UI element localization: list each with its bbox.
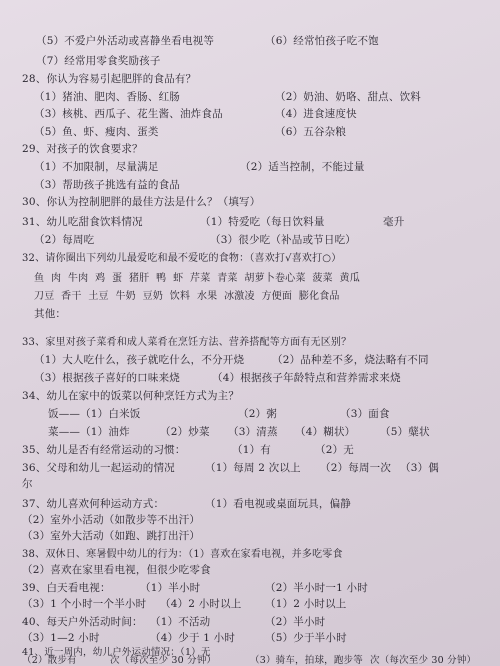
q27-option-6: （6）经常怕孩子吃不饱 xyxy=(265,35,379,47)
q40-option-4: （4）少于 1 小时 xyxy=(150,632,236,644)
q38-option-2: （2）喜欢在家里看电视，但很少吃零食 xyxy=(22,564,211,576)
q27-option-5: （5）不爱户外活动或喜静坐看电视等 xyxy=(36,35,215,47)
q39-option-1: （1）半小时 xyxy=(140,582,201,594)
q32-title: 32、请你圈出下列幼儿最爱吃和最不爱吃的食物：（喜欢打√喜欢打○） xyxy=(22,253,342,264)
q28-option-3: （3）核桃、西瓜子、花生酱、油炸食品 xyxy=(34,108,223,120)
q28-option-2: （2）奶油、奶咯、甜点、饮料 xyxy=(275,91,421,103)
q31-option-2: （2）每周吃 xyxy=(34,234,95,246)
q29-option-3: （3）帮助孩子挑选有益的食品 xyxy=(34,179,180,191)
q39-title: 39、白天看电视： xyxy=(22,582,111,594)
q33-option-2: （2）品种差不多，烧法略有不同 xyxy=(272,354,429,366)
q28-option-6: （6）五谷杂粮 xyxy=(275,126,347,138)
q40-option-5: （5）少于半小时 xyxy=(265,632,347,644)
q28-option-1: （1）猪油、肥肉、香肠、红肠 xyxy=(34,91,180,103)
q40-title: 40、每天户外活动时间： xyxy=(22,616,143,628)
q34-title: 34、幼儿在家中的饭菜以何种烹饪方式为主？ xyxy=(22,390,240,402)
q31-title: 31、幼儿吃甜食饮料情况 xyxy=(22,216,143,228)
q40-option-2: （2）半小时 xyxy=(265,616,326,628)
q36-option-2: （2）每周一次 xyxy=(320,462,392,474)
q37-title: 37、幼儿喜欢何种运动方式： xyxy=(22,498,165,510)
q34-rice-option-1: 饭——（1）白米饭 xyxy=(48,408,141,420)
q40-option-1: （1）不活动 xyxy=(150,616,211,628)
q41-title: 41、近一周内，幼儿户外运动情况：（1）无 xyxy=(22,647,211,658)
q32-other: 其他： xyxy=(34,308,67,320)
q34-rice-option-2: （2）粥 xyxy=(238,408,277,420)
q34-dish-option-2: （2）炒菜 xyxy=(160,426,210,438)
q32-foods-row-2: 刀豆 香干 土豆 牛奶 豆奶 饮料 水果 冰激凌 方便面 膨化食品 xyxy=(34,291,340,302)
q39-option-3: （3）1 个小时一个半小时 xyxy=(22,598,147,610)
q37-option-2: （2）室外小活动（如散步等不出汗） xyxy=(22,514,201,526)
q39-option-4: （4）2 小时以上 xyxy=(160,598,242,610)
q34-rice-option-3: （3）面食 xyxy=(340,408,390,420)
q36-option-1: （1）每周 2 次以上 xyxy=(205,462,301,474)
q33-option-1: （1）大人吃什么，孩子就吃什么，不分开烧 xyxy=(34,354,245,366)
q41-option-2-freq: 次（每次至少 30 分钟） xyxy=(110,655,217,666)
q33-option-4: （4）根据孩子年龄特点和营养需求来烧 xyxy=(212,372,401,384)
q36-option-3-cont: 尔 xyxy=(22,478,33,490)
q28-option-4: （4）进食速度快 xyxy=(275,108,357,120)
q35-option-2: （2）无 xyxy=(315,444,354,456)
q34-dish-option-4: （4）糊状） xyxy=(295,426,356,438)
q36-title: 36、父母和幼儿一起运动的情况 xyxy=(22,462,175,474)
q30-title: 30、你认为控制肥胖的最佳方法是什么？（填写） xyxy=(22,196,261,208)
q31-option-1: （1）特爱吃（每日饮料量 xyxy=(200,216,325,228)
q41-option-2: （2）散步有 xyxy=(22,655,77,666)
q39-option-extra: （1）2 小时以上 xyxy=(265,598,347,610)
q33-title: 33、家里对孩子菜肴和成人菜肴在烹饪方法、营养搭配等方面有无区别？ xyxy=(22,337,352,348)
q29-option-2: （2）适当控制，不能过量 xyxy=(240,161,365,173)
q34-dish-option-3: （3）清蒸 xyxy=(228,426,278,438)
q31-unit: 毫升 xyxy=(383,216,405,228)
q28-option-5: （5）鱼、虾、瘦肉、蛋类 xyxy=(34,126,159,138)
q28-title: 28、你认为容易引起肥胖的食品有？ xyxy=(22,73,197,85)
q29-title: 29、对孩子的饮食要求？ xyxy=(22,143,143,155)
q32-foods-row-1: 鱼 肉 牛肉 鸡 蛋 猪肝 鸭 虾 芹菜 青菜 胡萝卜卷心菜 菠菜 黄瓜 xyxy=(34,273,360,284)
q31-option-3: （3）很少吃（补品或节日吃） xyxy=(210,234,356,246)
q29-option-1: （1）不加限制，尽量满足 xyxy=(34,161,159,173)
q34-dish-option-5: （5）糵状 xyxy=(380,426,430,438)
q27-option-7: （7）经常用零食奖励孩子 xyxy=(36,55,161,67)
q39-option-2: （2）半小时一1 小时 xyxy=(265,582,368,594)
q40-option-3: （3）1—2 小时 xyxy=(22,632,100,644)
q34-dish-option-1: 菜——（1）油炸 xyxy=(48,426,130,438)
q38-title: 38、双休日、寒暑假中幼儿的行为：（1）喜欢在家看电视，并多吃零食 xyxy=(22,549,343,560)
q35-option-1: （1）有 xyxy=(232,444,271,456)
q41-option-3-freq: 次（每次至少 30 分钟） xyxy=(370,655,477,666)
q36-option-3: （3）偶 xyxy=(400,462,439,474)
q37-option-3: （3）室外大活动（如跑、跳打出汗） xyxy=(22,530,201,542)
q35-title: 35、幼儿是否有经常运动的习惯： xyxy=(22,444,186,456)
q41-option-3: （3）骑车，拍球，跑步等 xyxy=(250,655,363,666)
q37-option-1: （1）看电视或桌面玩具，偏静 xyxy=(205,498,351,510)
q33-option-3: （3）根据孩子喜好的口味来烧 xyxy=(34,372,180,384)
